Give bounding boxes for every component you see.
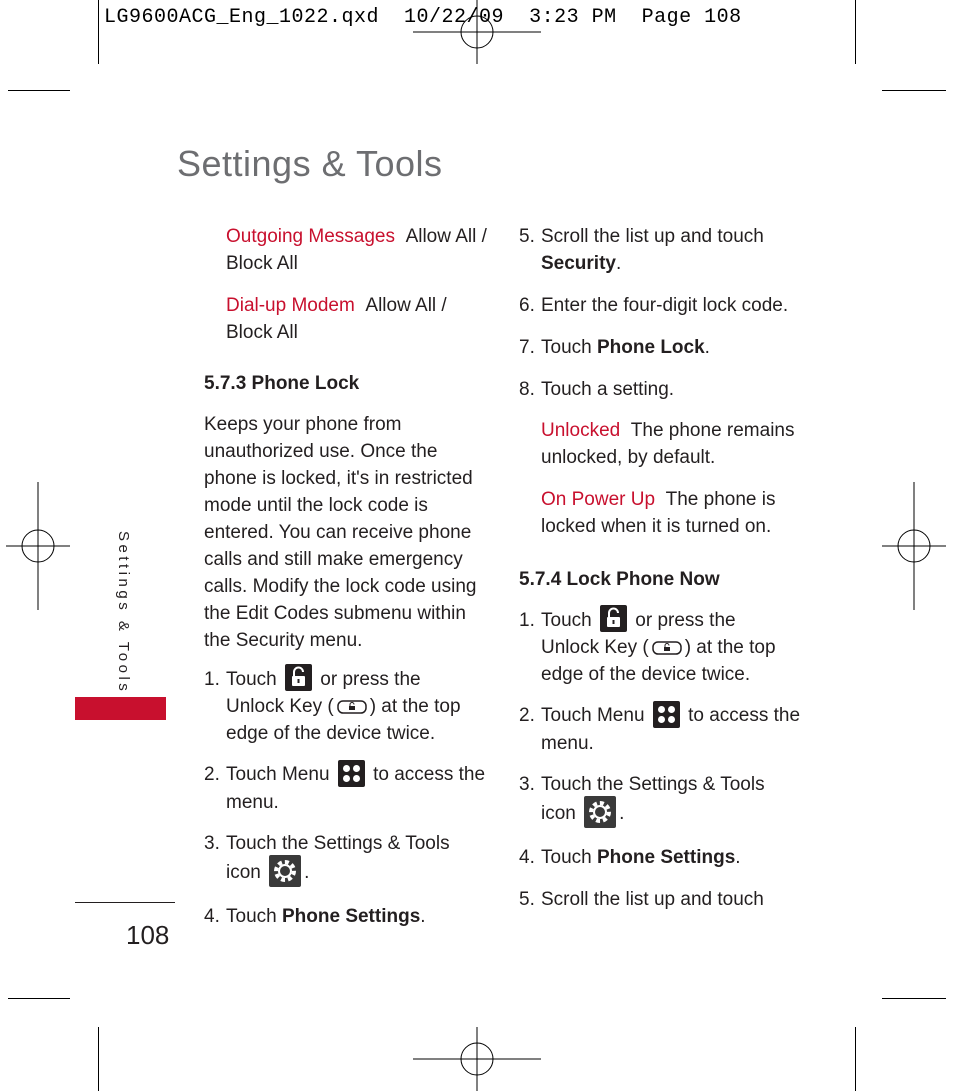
step-8 [519,376,819,403]
bold-term: Phone Settings [596,846,736,868]
unlock-key-icon [337,700,367,714]
crop-mark [8,998,70,999]
step-text: icon [226,861,261,883]
step-text: edge of the device twice. [541,664,751,686]
settings-gear-icon [584,796,616,828]
step-number: 4. [204,905,220,927]
page-number-rule [75,902,175,903]
bold-term: Phone Lock [596,337,705,358]
option-description: locked when it is turned on. [541,516,772,537]
step-7 [519,334,819,361]
registration-mark-icon [6,482,70,610]
option-description: unlocked, by default. [541,447,716,468]
unlock-key-icon [652,641,682,655]
paragraph-line: the Edit Codes submenu within [204,603,466,624]
lock-now-step-4 [519,844,819,871]
page-number: 108 [126,920,170,950]
step-text: . [420,905,426,927]
step-text: to access the [373,764,486,786]
crop-mark [882,90,946,91]
step-4 [204,903,494,930]
step-text: or press the [320,669,421,690]
option-value: Allow All / [365,295,447,316]
step-text: . [735,846,741,868]
side-tab-marker [75,697,166,720]
step-text: Touch the Settings & Tools [226,832,450,854]
option-value: Allow All / [405,226,487,247]
option-value: Block All [226,322,298,343]
step-text: Touch a setting. [541,379,675,400]
bold-term: Security [541,253,616,274]
step-number: 5. [519,226,535,247]
step-text: menu. [226,791,279,813]
registration-mark-icon [882,482,946,610]
step-text: or press the [635,610,736,631]
step-2 [204,761,494,815]
slug-line: LG9600ACG_Eng_1022.qxd 10/22/09 3:23 PM Page 108 [104,6,742,29]
menu-icon [338,760,365,787]
option-keyword: Outgoing Messages [226,226,395,247]
step-text: Touch [226,669,277,690]
step-text: Touch [541,337,592,358]
step-number: 3. [204,832,220,854]
step-text: Touch the Settings & Tools [541,773,765,795]
lock-now-step-5 [519,886,819,913]
step-text: Scroll the list up and touch [541,226,764,247]
lock-now-step-3 [519,771,819,830]
lock-now-step-1 [519,607,819,688]
paragraph-line: calls. Modify the lock code using [204,576,477,597]
step-text: . [304,861,310,883]
step-text: . [619,802,625,824]
registration-mark-icon [413,0,541,64]
step-number: 7. [519,337,535,358]
paragraph-line: entered. You can receive phone [204,522,472,543]
crop-mark [855,1027,856,1091]
step-text: ) at the top [369,696,461,718]
lock-icon [285,664,312,691]
step-text: Touch [541,610,592,631]
lock-now-step-2 [519,702,819,756]
section-heading: 5.7.4 Lock Phone Now [519,569,720,590]
side-tab-label: Settings & Tools [115,531,132,695]
step-text: ) at the top [684,637,776,659]
step-number: 1. [204,669,220,690]
step-text: . [704,337,710,358]
step-number: 8. [519,379,535,400]
step-3 [204,830,494,889]
step-text: edge of the device twice. [226,723,436,745]
step-6 [519,292,819,319]
step-text: Touch [541,846,592,868]
left-column [204,223,494,930]
step-number: 4. [519,846,535,868]
step-1 [204,666,494,747]
crop-mark [8,90,70,91]
crop-mark [98,0,99,64]
paragraph-line: unauthorized use. Once the [204,441,438,462]
option-keyword: On Power Up [541,489,656,510]
paragraph-line: calls and still make emergency [204,549,463,570]
paragraph-line: mode until the lock code is [204,495,428,516]
step-text: to access the [688,705,801,727]
step-number: 1. [519,610,535,631]
option-keyword: Dial-up Modem [226,295,355,316]
crop-mark [855,0,856,64]
settings-gear-icon [269,855,301,887]
step-5 [519,223,819,277]
step-text: Touch Menu [541,705,645,727]
step-number: 5. [519,888,535,910]
bold-term: Phone Settings [281,905,421,927]
step-text: Unlock Key ( [226,696,334,718]
step-text: Enter the four-digit lock code. [541,295,789,316]
page-title: Settings & Tools [177,143,443,184]
on-power-up-option [519,486,819,540]
step-text: menu. [541,732,594,754]
step-text: Scroll the list up and touch [541,888,764,910]
step-number: 2. [519,705,535,727]
paragraph-line: phone is locked, it's in restricted [204,468,473,489]
option-description: The phone is [665,489,776,510]
intro-paragraph [204,411,494,654]
step-number: 2. [204,764,220,786]
section-heading: 5.7.3 Phone Lock [204,373,360,394]
paragraph-line: the Security menu. [204,630,363,651]
step-text: Touch Menu [226,764,330,786]
option-value: Block All [226,253,298,274]
crop-mark [882,998,946,999]
menu-icon [653,701,680,728]
step-number: 6. [519,295,535,316]
outgoing-messages-option [204,223,494,277]
step-text: Touch [226,905,277,927]
lock-icon [600,605,627,632]
option-keyword: Unlocked [541,420,621,441]
step-text: icon [541,802,576,824]
right-column [519,223,819,913]
option-description: The phone remains [630,420,795,441]
registration-mark-icon [413,1027,541,1091]
crop-mark [98,1027,99,1091]
unlocked-option [519,417,819,471]
step-text: . [615,253,622,274]
paragraph-line: Keeps your phone from [204,414,402,435]
dialup-modem-option [204,292,494,346]
step-number: 3. [519,773,535,795]
step-text: Unlock Key ( [541,637,649,659]
